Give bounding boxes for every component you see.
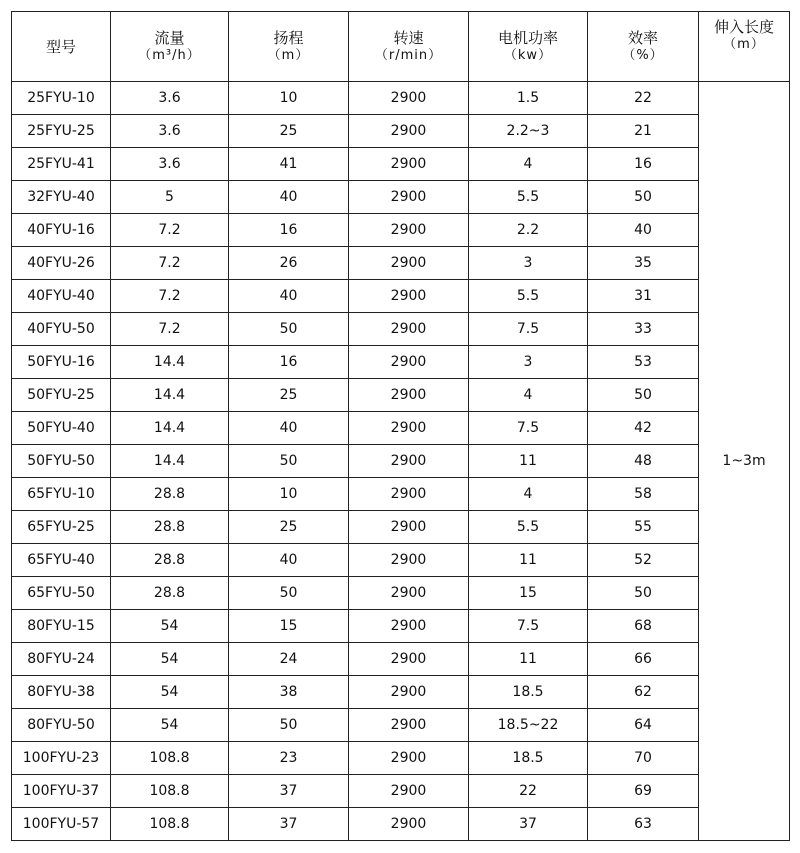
cell-model: 80FYU-24 (12, 643, 111, 676)
cell-efficiency: 52 (588, 544, 699, 577)
cell-speed: 2900 (349, 511, 469, 544)
cell-efficiency: 35 (588, 247, 699, 280)
cell-power: 7.5 (469, 610, 588, 643)
cell-flow: 7.2 (111, 247, 229, 280)
table-row (12, 148, 790, 181)
cell-flow: 5 (111, 181, 229, 214)
cell-power: 18.5~22 (469, 709, 588, 742)
cell-flow: 54 (111, 709, 229, 742)
cell-head: 10 (229, 82, 349, 115)
cell-head: 26 (229, 247, 349, 280)
cell-efficiency: 53 (588, 346, 699, 379)
cell-model: 25FYU-25 (12, 115, 111, 148)
cell-power: 3 (469, 346, 588, 379)
cell-head: 50 (229, 313, 349, 346)
table-row (12, 577, 790, 610)
cell-model: 100FYU-23 (12, 742, 111, 775)
cell-flow: 28.8 (111, 511, 229, 544)
cell-head: 50 (229, 577, 349, 610)
cell-speed: 2900 (349, 610, 469, 643)
cell-speed: 2900 (349, 808, 469, 841)
header-model (12, 12, 111, 82)
cell-head: 15 (229, 610, 349, 643)
cell-speed: 2900 (349, 577, 469, 610)
cell-flow: 108.8 (111, 775, 229, 808)
cell-efficiency: 55 (588, 511, 699, 544)
cell-speed: 2900 (349, 280, 469, 313)
cell-model: 40FYU-40 (12, 280, 111, 313)
cell-head: 38 (229, 676, 349, 709)
cell-model: 50FYU-25 (12, 379, 111, 412)
cell-model: 100FYU-57 (12, 808, 111, 841)
cell-model: 40FYU-26 (12, 247, 111, 280)
cell-model: 80FYU-38 (12, 676, 111, 709)
header-head (229, 12, 349, 82)
cell-head: 23 (229, 742, 349, 775)
cell-head: 16 (229, 214, 349, 247)
table-row (12, 775, 790, 808)
table-row (12, 313, 790, 346)
cell-efficiency: 33 (588, 313, 699, 346)
header-model-title: 型号 (45, 37, 76, 56)
cell-model: 65FYU-25 (12, 511, 111, 544)
cell-speed: 2900 (349, 709, 469, 742)
header-efficiency (588, 12, 699, 82)
cell-power: 7.5 (469, 313, 588, 346)
cell-speed: 2900 (349, 247, 469, 280)
cell-power: 11 (469, 643, 588, 676)
cell-efficiency: 66 (588, 643, 699, 676)
header-insertion-length-title: 伸入长度 (713, 18, 774, 36)
cell-speed: 2900 (349, 478, 469, 511)
cell-speed: 2900 (349, 775, 469, 808)
cell-power: 5.5 (469, 280, 588, 313)
cell-power: 5.5 (469, 511, 588, 544)
cell-model: 50FYU-16 (12, 346, 111, 379)
cell-speed: 2900 (349, 346, 469, 379)
cell-efficiency: 63 (588, 808, 699, 841)
cell-efficiency: 48 (588, 445, 699, 478)
cell-flow: 14.4 (111, 445, 229, 478)
cell-head: 24 (229, 643, 349, 676)
table-row (12, 412, 790, 445)
cell-power: 11 (469, 544, 588, 577)
cell-head: 41 (229, 148, 349, 181)
cell-power: 2.2~3 (469, 115, 588, 148)
cell-power: 5.5 (469, 181, 588, 214)
cell-speed: 2900 (349, 643, 469, 676)
cell-power: 15 (469, 577, 588, 610)
table-row (12, 82, 790, 115)
cell-power: 7.5 (469, 412, 588, 445)
table-row (12, 280, 790, 313)
cell-speed: 2900 (349, 445, 469, 478)
cell-speed: 2900 (349, 181, 469, 214)
header-row (12, 12, 790, 82)
cell-model: 80FYU-50 (12, 709, 111, 742)
cell-speed: 2900 (349, 412, 469, 445)
table-row (12, 544, 790, 577)
table-row (12, 478, 790, 511)
header-head-unit: （m） (267, 47, 310, 63)
header-insertion-length (699, 12, 790, 82)
header-head-title: 扬程 (273, 28, 304, 47)
header-flow-unit: （m³/h） (138, 47, 201, 63)
cell-flow: 54 (111, 643, 229, 676)
cell-model: 40FYU-16 (12, 214, 111, 247)
cell-flow: 14.4 (111, 412, 229, 445)
cell-flow: 108.8 (111, 808, 229, 841)
header-efficiency-unit: （%） (622, 47, 664, 63)
table-row (12, 247, 790, 280)
cell-efficiency: 40 (588, 214, 699, 247)
cell-flow: 3.6 (111, 82, 229, 115)
cell-power: 37 (469, 808, 588, 841)
cell-model: 50FYU-50 (12, 445, 111, 478)
cell-head: 40 (229, 544, 349, 577)
cell-head: 40 (229, 412, 349, 445)
table-row (12, 709, 790, 742)
table-row (12, 445, 790, 478)
header-speed (349, 12, 469, 82)
cell-power: 4 (469, 148, 588, 181)
header-power (469, 12, 588, 82)
cell-flow: 28.8 (111, 478, 229, 511)
cell-model: 25FYU-41 (12, 148, 111, 181)
table-row (12, 610, 790, 643)
cell-model: 50FYU-40 (12, 412, 111, 445)
cell-power: 11 (469, 445, 588, 478)
cell-speed: 2900 (349, 214, 469, 247)
cell-flow: 14.4 (111, 346, 229, 379)
cell-efficiency: 69 (588, 775, 699, 808)
header-flow (111, 12, 229, 82)
cell-efficiency: 42 (588, 412, 699, 445)
cell-head: 37 (229, 775, 349, 808)
cell-model: 100FYU-37 (12, 775, 111, 808)
header-insertion-length-unit: （m） (723, 37, 765, 52)
cell-speed: 2900 (349, 544, 469, 577)
cell-efficiency: 64 (588, 709, 699, 742)
cell-power: 18.5 (469, 676, 588, 709)
cell-head: 25 (229, 379, 349, 412)
cell-efficiency: 68 (588, 610, 699, 643)
cell-power: 3 (469, 247, 588, 280)
table-header (12, 12, 790, 82)
cell-efficiency: 58 (588, 478, 699, 511)
cell-head: 25 (229, 511, 349, 544)
table-row (12, 643, 790, 676)
cell-flow: 28.8 (111, 544, 229, 577)
table-row (12, 379, 790, 412)
cell-power: 18.5 (469, 742, 588, 775)
cell-power: 4 (469, 478, 588, 511)
table-row (12, 346, 790, 379)
cell-efficiency: 16 (588, 148, 699, 181)
header-flow-title: 流量 (154, 28, 185, 47)
cell-flow: 54 (111, 676, 229, 709)
table-row (12, 181, 790, 214)
cell-speed: 2900 (349, 313, 469, 346)
table-row (12, 742, 790, 775)
table-row (12, 214, 790, 247)
cell-model: 80FYU-15 (12, 610, 111, 643)
table-row (12, 115, 790, 148)
cell-efficiency: 31 (588, 280, 699, 313)
cell-speed: 2900 (349, 379, 469, 412)
cell-model: 32FYU-40 (12, 181, 111, 214)
cell-flow: 3.6 (111, 115, 229, 148)
cell-head: 25 (229, 115, 349, 148)
cell-head: 50 (229, 709, 349, 742)
cell-head: 10 (229, 478, 349, 511)
cell-head: 16 (229, 346, 349, 379)
table-row (12, 676, 790, 709)
header-power-unit: （kw） (503, 47, 553, 63)
cell-flow: 14.4 (111, 379, 229, 412)
cell-power: 1.5 (469, 82, 588, 115)
cell-model: 25FYU-10 (12, 82, 111, 115)
cell-head: 40 (229, 280, 349, 313)
table-row (12, 511, 790, 544)
cell-speed: 2900 (349, 115, 469, 148)
cell-model: 65FYU-40 (12, 544, 111, 577)
cell-flow: 3.6 (111, 148, 229, 181)
cell-model: 40FYU-50 (12, 313, 111, 346)
cell-efficiency: 50 (588, 181, 699, 214)
pump-spec-table (11, 11, 790, 841)
cell-flow: 7.2 (111, 214, 229, 247)
cell-model: 65FYU-50 (12, 577, 111, 610)
cell-insertion-length: 1~3m (699, 82, 790, 841)
cell-head: 40 (229, 181, 349, 214)
cell-power: 22 (469, 775, 588, 808)
cell-efficiency: 22 (588, 82, 699, 115)
cell-speed: 2900 (349, 82, 469, 115)
header-power-title: 电机功率 (497, 28, 558, 47)
cell-flow: 54 (111, 610, 229, 643)
cell-flow: 7.2 (111, 280, 229, 313)
cell-speed: 2900 (349, 676, 469, 709)
cell-efficiency: 21 (588, 115, 699, 148)
cell-head: 50 (229, 445, 349, 478)
cell-flow: 7.2 (111, 313, 229, 346)
cell-model: 65FYU-10 (12, 478, 111, 511)
cell-speed: 2900 (349, 148, 469, 181)
cell-efficiency: 70 (588, 742, 699, 775)
table-body (12, 82, 790, 841)
cell-flow: 108.8 (111, 742, 229, 775)
cell-flow: 28.8 (111, 577, 229, 610)
header-speed-title: 转速 (393, 28, 424, 47)
cell-efficiency: 62 (588, 676, 699, 709)
cell-speed: 2900 (349, 742, 469, 775)
table-row (12, 808, 790, 841)
cell-head: 37 (229, 808, 349, 841)
cell-power: 2.2 (469, 214, 588, 247)
header-speed-unit: （r/min） (374, 47, 443, 63)
header-efficiency-title: 效率 (627, 28, 658, 47)
cell-power: 4 (469, 379, 588, 412)
cell-efficiency: 50 (588, 577, 699, 610)
cell-efficiency: 50 (588, 379, 699, 412)
